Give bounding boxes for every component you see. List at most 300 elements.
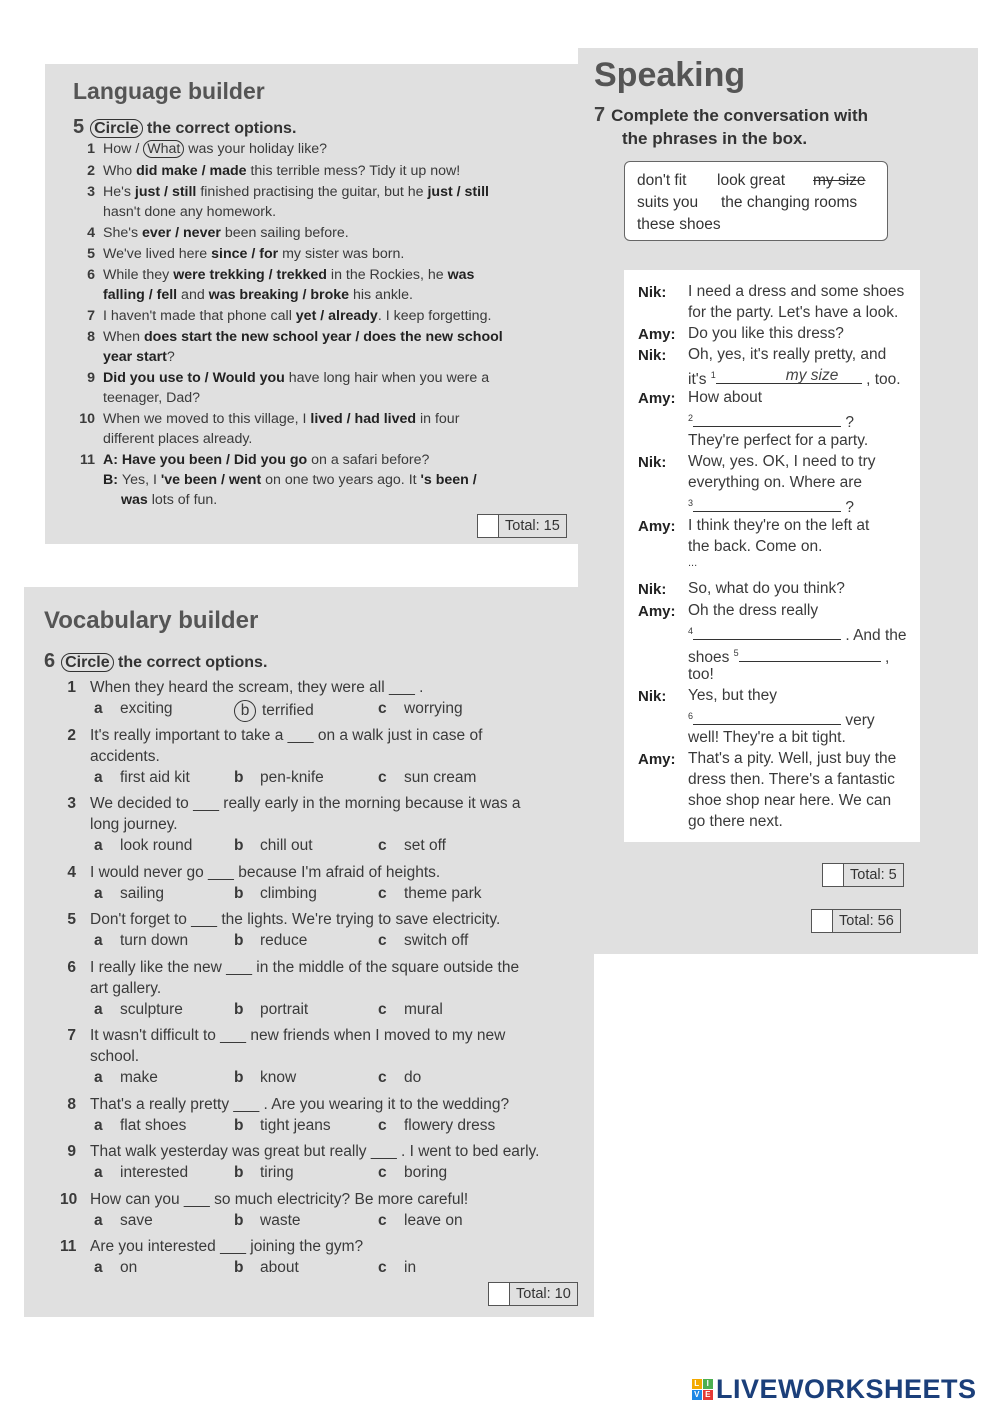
sentence-text: lots of fun. <box>147 492 218 508</box>
item-number: 3 <box>87 184 95 200</box>
option-b[interactable] <box>234 700 314 722</box>
option-letter: a <box>94 1164 103 1181</box>
item-line <box>103 490 553 510</box>
question-line: I would never go ___ because I'm afraid of heights. <box>90 863 441 881</box>
option-letter: a <box>94 700 103 717</box>
phrase: look great <box>717 172 786 189</box>
option-text: worrying <box>404 700 463 717</box>
option-text: switch off <box>404 932 469 949</box>
total-label: Total: 5 <box>850 867 897 883</box>
sentence-text: She's <box>103 225 142 241</box>
question-text <box>90 957 519 999</box>
item-number: 4 <box>87 225 95 241</box>
item-text <box>103 223 553 243</box>
option-letter: a <box>94 932 103 949</box>
total-label: Total: 10 <box>516 1286 571 1302</box>
option-text: sun cream <box>404 768 477 786</box>
option-b[interactable] <box>234 885 317 903</box>
speaker-amy: Amy: <box>638 326 676 343</box>
option-choice[interactable]: ever / never <box>142 225 221 241</box>
sentence-text: When <box>103 329 145 345</box>
question-line: It's really important to take a ___ on a walk just in case of <box>90 726 483 744</box>
phrase: suits you <box>637 194 699 211</box>
total-box-vocabulary <box>488 1282 578 1306</box>
item-line <box>103 450 553 470</box>
conversation-line: for the party. Let's have a look. <box>688 304 899 321</box>
conversation-line: Oh, yes, it's really pretty, and <box>688 346 887 363</box>
item-line <box>103 161 553 181</box>
question-text <box>90 677 423 698</box>
item-line <box>103 244 553 264</box>
score-input-grand-total[interactable] <box>812 910 833 932</box>
speaker-nik: Nik: <box>638 284 667 301</box>
item-line: different places already. <box>103 431 253 447</box>
exercise-number: 7 <box>594 104 606 126</box>
option-c[interactable] <box>378 837 446 855</box>
phrase-used: my size <box>813 172 866 189</box>
line-text: very <box>845 712 875 730</box>
option-b[interactable] <box>234 1117 331 1135</box>
line-text: , too. <box>866 371 901 389</box>
grand-total-box <box>811 909 901 933</box>
option-a[interactable] <box>94 932 188 950</box>
speaker-nik: Nik: <box>638 688 667 705</box>
option-letter: a <box>94 837 103 854</box>
option-choice[interactable]: Did you use to / Would you <box>103 370 285 386</box>
option-c[interactable] <box>378 1259 416 1277</box>
option-b[interactable] <box>234 837 313 855</box>
option-letter: c <box>378 837 387 854</box>
item-line <box>103 223 553 243</box>
item-text <box>103 139 553 159</box>
option-letter: a <box>94 1000 103 1018</box>
answer-blank-6[interactable] <box>693 709 841 725</box>
item-text <box>103 265 553 305</box>
item-number: 10 <box>79 411 95 427</box>
option-letter: a <box>94 1069 103 1086</box>
question-text <box>90 1094 509 1115</box>
option-choice[interactable]: 've been / went <box>160 472 262 488</box>
sentence-text: this terrible mess? Tidy it up now! <box>246 163 461 179</box>
item-number: 11 <box>80 452 95 468</box>
item-number: 9 <box>87 370 95 386</box>
option-a[interactable] <box>94 1212 153 1230</box>
option-choice[interactable]: was <box>121 492 148 508</box>
option-text: save <box>120 1211 153 1229</box>
option-letter: c <box>378 1069 387 1086</box>
question-line: It wasn't difficult to ___ new friends when I moved to my new <box>90 1027 506 1044</box>
option-letter: c <box>378 768 387 786</box>
option-text: about <box>260 1259 299 1276</box>
question-line: When they heard the scream, they were all ___ . <box>90 679 424 696</box>
sentence-text: I haven't made that phone call <box>103 308 296 324</box>
sentence-text: We've lived here <box>103 246 212 262</box>
option-c[interactable] <box>378 1001 443 1019</box>
logo-square: E <box>703 1390 713 1400</box>
option-letter: b <box>234 1211 244 1229</box>
item-number: 6 <box>67 958 76 976</box>
option-text: flat shoes <box>120 1116 187 1134</box>
item-number: 4 <box>67 863 76 881</box>
option-letter: c <box>378 884 387 902</box>
option-text: look round <box>120 837 193 854</box>
option-letter: c <box>378 932 387 949</box>
item-number: 2 <box>67 726 76 744</box>
option-letter: b <box>234 1116 244 1134</box>
option-letter: c <box>378 1116 387 1134</box>
option-c[interactable] <box>378 1069 421 1087</box>
speaker-nik: Nik: <box>638 347 667 364</box>
sentence-text: He's <box>103 184 135 200</box>
option-choice[interactable]: lived / had lived <box>310 411 417 427</box>
option-choice[interactable]: year start <box>103 349 167 365</box>
gap-number: 4 <box>688 626 694 636</box>
conversation-line: go there next. <box>688 813 783 830</box>
option-c[interactable] <box>378 1117 495 1135</box>
option-c[interactable] <box>378 885 482 903</box>
sentence-text: was your holiday like? <box>184 141 328 157</box>
conversation-line: too! <box>688 666 714 683</box>
option-letter: b <box>234 1164 244 1181</box>
option-c[interactable] <box>378 769 476 787</box>
exercise-number: 5 <box>73 116 85 138</box>
conversation-line: everything on. Where are <box>688 474 863 491</box>
option-b[interactable] <box>234 1259 299 1277</box>
line-text: ? <box>845 414 854 432</box>
gap-number: 5 <box>733 648 739 658</box>
exercise-7-instruction <box>594 104 868 150</box>
score-input-speaking[interactable] <box>823 864 844 886</box>
instruction-line-2: the phrases in the box. <box>622 129 808 148</box>
sentence-text: When we moved to this village, I <box>103 411 311 427</box>
option-choice[interactable]: B: <box>103 472 122 488</box>
option-letter: b <box>234 1069 244 1086</box>
option-b[interactable] <box>234 932 307 950</box>
option-letter: b <box>234 884 244 902</box>
item-number: 8 <box>87 329 95 345</box>
sentence-text: . I keep forgetting. <box>377 308 492 324</box>
option-c[interactable] <box>378 700 463 718</box>
item-text <box>103 368 553 408</box>
option-text: sailing <box>120 884 164 902</box>
question-line: art gallery. <box>90 979 162 997</box>
sentence-text: been sailing before. <box>220 225 349 241</box>
language-builder-title: Language builder <box>73 78 265 104</box>
option-choice[interactable]: A: Have you been / Did you go <box>103 452 308 468</box>
option-text: theme park <box>404 884 482 902</box>
question-line: We decided to ___ really early in the morning because it was a <box>90 795 521 812</box>
option-letter: b <box>234 768 244 786</box>
item-number: 3 <box>67 795 76 812</box>
logo-square: V <box>692 1390 702 1400</box>
option-c[interactable] <box>378 1212 463 1230</box>
option-letter: c <box>378 1259 387 1276</box>
phrase-box <box>624 161 888 241</box>
item-text <box>103 450 553 510</box>
option-letter: a <box>94 884 103 902</box>
conversation-line: I need a dress and some shoes <box>688 283 905 300</box>
option-text: tiring <box>260 1164 294 1181</box>
item-line <box>103 182 553 202</box>
answer-blank-5[interactable] <box>739 646 881 662</box>
item-text <box>103 306 553 326</box>
question-text <box>90 1141 539 1162</box>
sentence-text: my sister was born. <box>278 246 405 262</box>
option-choice[interactable]: does start the new school year / does the new school <box>144 329 503 345</box>
option-text: tight jeans <box>260 1116 331 1134</box>
exercise-number: 6 <box>44 650 56 672</box>
conversation-line: the back. Come on. <box>688 538 823 555</box>
sentence-text: finished practising the guitar, but he <box>196 184 428 200</box>
option-letter: c <box>378 1164 387 1181</box>
gap-number: 3 <box>688 498 694 508</box>
answer-blank-2[interactable] <box>693 411 841 427</box>
option-text: portrait <box>260 1000 309 1018</box>
circle-word: Circle <box>61 653 113 672</box>
score-input-language[interactable] <box>478 515 499 537</box>
option-a[interactable] <box>94 1164 188 1182</box>
item-line <box>103 470 553 490</box>
question-text <box>90 793 521 835</box>
question-text <box>90 862 440 883</box>
option-choice[interactable]: just / still <box>427 184 489 200</box>
sentence-text: Who <box>103 163 137 179</box>
speaker-amy: Amy: <box>638 518 676 535</box>
option-text: chill out <box>260 837 313 854</box>
option-text: turn down <box>120 932 189 949</box>
conversation-line: ... <box>688 557 698 569</box>
option-text: waste <box>260 1211 301 1229</box>
gap-number: 1 <box>710 370 716 380</box>
option-text: exciting <box>120 700 173 717</box>
speaking-panel <box>578 48 978 954</box>
option-text: in <box>404 1259 417 1276</box>
conversation-line: Wow, yes. OK, I need to try <box>688 453 876 470</box>
speaker-amy: Amy: <box>638 603 676 620</box>
item-number: 10 <box>60 1190 78 1208</box>
option-choice[interactable]: was <box>447 267 475 283</box>
item-number: 1 <box>87 141 95 157</box>
item-number: 1 <box>67 679 76 696</box>
conversation-line: Do you like this dress? <box>688 325 844 342</box>
sentence-text: ? <box>166 349 175 365</box>
conversation-line: dress then. There's a fantastic <box>688 771 895 788</box>
circled-option-letter: b <box>234 700 256 722</box>
vocabulary-builder-panel <box>24 587 594 1317</box>
item-number: 11 <box>60 1238 77 1255</box>
item-number: 9 <box>67 1143 76 1160</box>
speaking-title: Speaking <box>594 56 746 94</box>
sentence-text: in the Rockies, he <box>326 267 448 283</box>
item-line: teenager, Dad? <box>103 390 201 406</box>
liveworksheets-logo[interactable] <box>692 1374 977 1405</box>
question-text <box>90 909 500 930</box>
exercise-6-instruction <box>44 650 267 673</box>
question-line: school. <box>90 1048 140 1065</box>
option-a[interactable] <box>94 1259 137 1277</box>
exercise-5-instruction <box>73 116 296 139</box>
option-c[interactable] <box>378 1164 447 1182</box>
item-text <box>103 182 553 222</box>
instruction-line-1: Complete the conversation with <box>611 106 869 125</box>
option-choice[interactable]: just / still <box>134 184 197 200</box>
phrase: the changing rooms <box>721 194 858 211</box>
line-text: , <box>885 649 890 667</box>
circle-word: Circle <box>90 119 142 138</box>
option-a[interactable] <box>94 1117 186 1135</box>
vocabulary-builder-title: Vocabulary builder <box>44 607 259 634</box>
question-line: I really like the new ___ in the middle of the square outside the <box>90 958 520 976</box>
answer-blank-3[interactable] <box>693 496 841 512</box>
item-line <box>103 306 553 326</box>
speaker-amy: Amy: <box>638 751 676 768</box>
speaker-nik: Nik: <box>638 454 667 471</box>
option-letter: c <box>378 1211 387 1229</box>
option-text: flowery dress <box>404 1116 496 1134</box>
total-box-language <box>477 514 567 538</box>
answer-blank-4[interactable] <box>693 624 841 640</box>
option-choice[interactable]: was breaking / broke <box>208 287 350 303</box>
option-text: sculpture <box>120 1000 183 1018</box>
question-line: How can you ___ so much electricity? Be more careful! <box>90 1190 469 1208</box>
conversation-line: So, what do you think? <box>688 580 845 597</box>
option-text: first aid kit <box>120 768 190 786</box>
gap-number: 6 <box>688 711 694 721</box>
item-line: hasn't done any homework. <box>103 204 277 220</box>
option-text: terrified <box>262 702 314 719</box>
phrase: these shoes <box>637 216 721 233</box>
circled-answer[interactable]: What <box>143 140 184 158</box>
option-letter: b <box>234 1259 244 1276</box>
question-text <box>90 1236 363 1257</box>
logo-square: I <box>703 1379 713 1389</box>
option-choice[interactable]: yet / already <box>295 308 378 324</box>
option-a[interactable] <box>94 700 173 718</box>
item-number: 5 <box>67 911 76 928</box>
conversation-line: Oh the dress really <box>688 602 819 619</box>
option-b[interactable] <box>234 1164 294 1182</box>
item-number: 2 <box>87 163 95 179</box>
conversation-line-gap-5 <box>688 643 889 668</box>
item-line <box>103 347 553 367</box>
item-text <box>103 409 553 449</box>
question-line: That walk yesterday was great but really ___ . I went to bed early. <box>90 1143 540 1160</box>
line-text: . And the <box>845 627 907 645</box>
option-text: interested <box>120 1164 189 1181</box>
option-letter: c <box>378 700 387 717</box>
option-letter: b <box>234 932 244 949</box>
item-number: 7 <box>67 1027 76 1044</box>
speaker-nik: Nik: <box>638 581 667 598</box>
item-line <box>103 285 553 305</box>
option-letter: b <box>234 837 244 854</box>
item-text <box>103 327 553 367</box>
option-text: set off <box>404 837 446 854</box>
option-letter: b <box>234 1000 244 1018</box>
option-b[interactable] <box>234 769 324 787</box>
line-text: shoes <box>688 649 734 667</box>
conversation-line: I think they're on the left at <box>688 517 870 534</box>
option-text: know <box>260 1069 297 1086</box>
option-text: do <box>404 1069 422 1086</box>
item-number: 6 <box>87 267 95 283</box>
option-a[interactable] <box>94 769 190 787</box>
answer-text: my size <box>785 367 839 385</box>
option-text: make <box>120 1069 158 1086</box>
total-box-speaking <box>822 863 904 887</box>
option-text: pen-knife <box>260 768 324 786</box>
item-number: 7 <box>87 308 95 324</box>
conversation-line: That's a pity. Well, just buy the <box>688 750 897 767</box>
option-choice[interactable]: How / <box>103 141 144 157</box>
item-number: 5 <box>87 246 95 262</box>
option-letter: a <box>94 1211 103 1229</box>
item-line <box>103 409 553 429</box>
sentence-text: in four <box>416 411 460 427</box>
option-choice[interactable]: were trekking / trekked <box>173 267 327 283</box>
option-text: climbing <box>260 884 317 902</box>
sentence-text: on one two years ago. It <box>261 472 421 488</box>
conversation-line: They're perfect for a party. <box>688 432 869 449</box>
item-line <box>103 368 553 388</box>
conversation-line: Yes, but they <box>688 687 778 704</box>
logo-square: L <box>692 1379 702 1389</box>
instruction-text: the correct options. <box>147 120 297 137</box>
conversation-line: How about <box>688 389 763 406</box>
option-letter: a <box>94 1116 103 1134</box>
option-b[interactable] <box>234 1212 301 1230</box>
speaker-amy: Amy: <box>638 390 676 407</box>
option-text: leave on <box>404 1211 463 1229</box>
option-choice[interactable]: since / for <box>211 246 279 262</box>
sentence-text: have long hair when you were a <box>284 370 490 386</box>
line-text: ? <box>845 499 854 517</box>
option-letter: c <box>378 1000 387 1018</box>
question-text <box>90 1025 505 1067</box>
option-a[interactable] <box>94 1069 158 1087</box>
score-input-vocabulary[interactable] <box>489 1283 510 1305</box>
logo-icon <box>692 1379 713 1400</box>
option-choice[interactable]: falling / fell <box>103 287 178 303</box>
option-text: on <box>120 1259 138 1276</box>
sentence-text: on a safari before? <box>307 452 430 468</box>
item-text <box>103 161 553 181</box>
option-choice[interactable]: 's been / <box>420 472 477 488</box>
option-a[interactable] <box>94 1001 183 1019</box>
question-text <box>90 1189 468 1210</box>
question-line: Don't forget to ___ the lights. We're trying to save electricity. <box>90 911 501 928</box>
question-text <box>90 725 482 767</box>
option-a[interactable] <box>94 837 192 855</box>
conversation-line: well! They're a bit tight. <box>688 729 846 746</box>
option-b[interactable] <box>234 1069 296 1087</box>
option-c[interactable] <box>378 932 468 950</box>
phrase: don't fit <box>637 172 687 189</box>
item-line <box>103 139 553 159</box>
option-choice[interactable]: did make / made <box>136 163 247 179</box>
gap-number: 2 <box>688 413 694 423</box>
sentence-text: While they <box>103 267 174 283</box>
question-line: accidents. <box>90 747 160 765</box>
sentence-text: Yes, I <box>121 472 161 488</box>
option-a[interactable] <box>94 885 164 903</box>
answer-blank-1[interactable] <box>716 368 862 384</box>
question-line: That's a really pretty ___ . Are you wearing it to the wedding? <box>90 1095 510 1113</box>
option-letter: a <box>94 768 103 786</box>
sentence-text: his ankle. <box>349 287 413 303</box>
option-b[interactable] <box>234 1001 308 1019</box>
option-text: reduce <box>260 932 308 949</box>
